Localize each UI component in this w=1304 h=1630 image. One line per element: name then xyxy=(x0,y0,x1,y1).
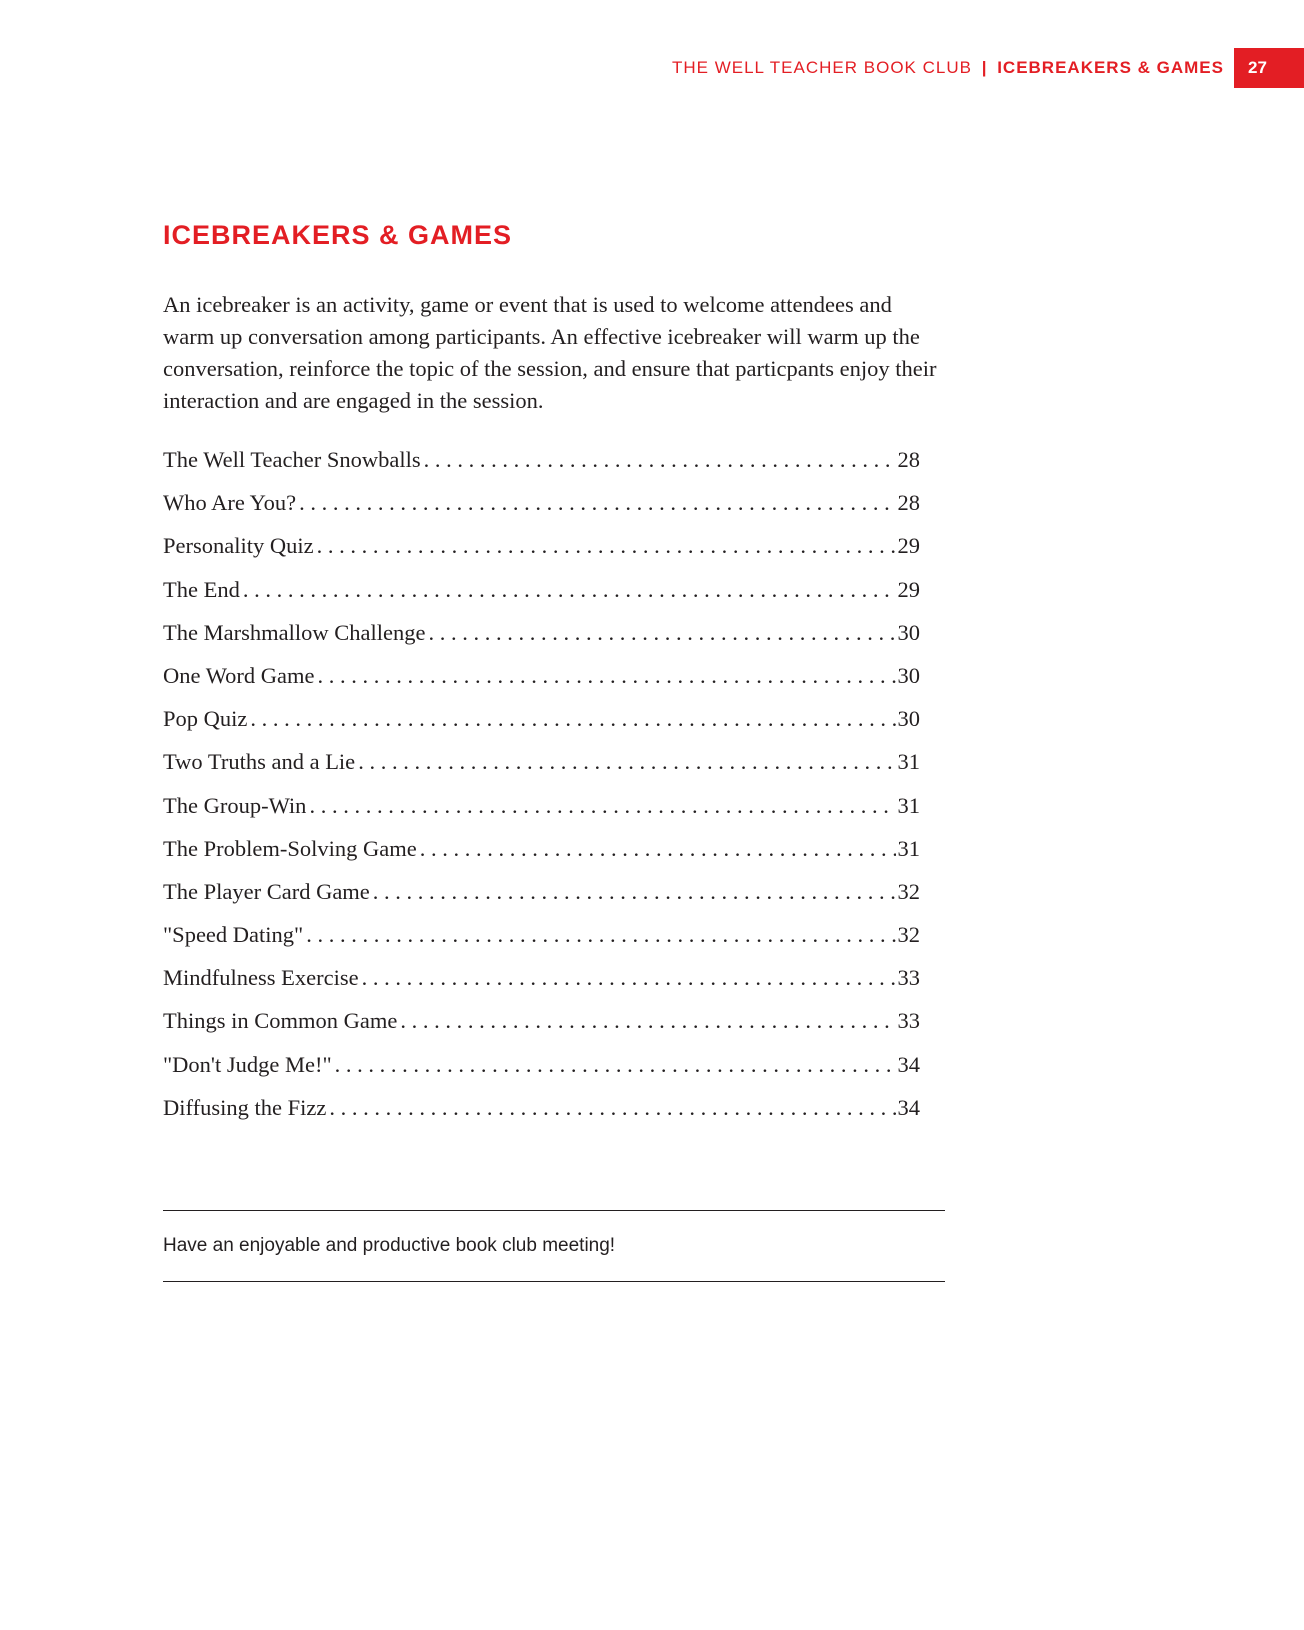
toc-entry[interactable] xyxy=(163,620,920,663)
toc-entry-label: Things in Common Game xyxy=(163,1008,398,1034)
toc-leader-dots xyxy=(306,922,895,948)
header-book-title: THE WELL TEACHER BOOK CLUB xyxy=(672,58,972,77)
toc-entry[interactable] xyxy=(163,749,920,792)
toc-leader-dots xyxy=(373,879,896,905)
toc-entry[interactable] xyxy=(163,1052,920,1095)
toc-leader-dots xyxy=(329,1095,895,1121)
toc-entry-label: Mindfulness Exercise xyxy=(163,965,359,991)
toc-entry[interactable] xyxy=(163,490,920,533)
toc-entry[interactable] xyxy=(163,965,920,1008)
page-title: ICEBREAKERS & GAMES xyxy=(163,220,513,250)
toc-entry-page: 34 xyxy=(897,1094,920,1120)
toc-entry-label: The End xyxy=(163,576,240,602)
toc-entry-page: 31 xyxy=(897,792,920,818)
toc-entry-page: 33 xyxy=(897,1008,920,1034)
toc-entry[interactable] xyxy=(163,879,920,922)
toc-entry-label: Pop Quiz xyxy=(163,706,248,732)
toc-entry[interactable] xyxy=(163,577,920,620)
toc-entry-label: "Don't Judge Me!" xyxy=(163,1051,332,1077)
toc-entry[interactable] xyxy=(163,793,920,836)
toc-entry-page: 31 xyxy=(897,835,920,861)
toc-entry-label: The Player Card Game xyxy=(163,878,370,904)
toc-leader-dots xyxy=(362,965,896,991)
toc-entry-label: The Group-Win xyxy=(163,792,307,818)
toc-leader-dots xyxy=(335,1052,896,1078)
toc-leader-dots xyxy=(400,1008,895,1034)
toc-leader-dots xyxy=(358,749,895,775)
toc-entry-label: "Speed Dating" xyxy=(163,922,304,948)
toc-entry[interactable] xyxy=(163,533,920,576)
intro-paragraph: An icebreaker is an activity, game or event that is used to welcome attendees and warm up conversation among participants. An effective icebreaker will warm up the conversation, reinforce the topic of the session, and ensure that particpants enjoy their interaction and are engaged in the session. xyxy=(163,292,937,413)
toc-entry-label: Who Are You? xyxy=(163,490,297,516)
page-number-badge: 27 xyxy=(1234,48,1304,88)
toc-entry-page: 29 xyxy=(897,533,920,559)
table-of-contents xyxy=(163,447,920,1138)
toc-entry-page: 32 xyxy=(897,922,920,948)
toc-entry[interactable] xyxy=(163,1008,920,1051)
toc-leader-dots xyxy=(428,620,895,646)
toc-entry-label: The Marshmallow Challenge xyxy=(163,619,426,645)
toc-entry-page: 30 xyxy=(897,662,920,688)
toc-entry[interactable] xyxy=(163,447,920,490)
toc-entry-label: Personality Quiz xyxy=(163,533,314,559)
main-content xyxy=(163,220,945,1138)
running-header xyxy=(672,48,1304,88)
toc-leader-dots xyxy=(309,793,895,819)
toc-entry[interactable] xyxy=(163,706,920,749)
toc-entry[interactable] xyxy=(163,836,920,879)
toc-leader-dots xyxy=(420,836,896,862)
toc-leader-dots xyxy=(243,577,896,603)
toc-entry-page: 32 xyxy=(897,878,920,904)
toc-entry-page: 33 xyxy=(897,965,920,991)
toc-entry[interactable] xyxy=(163,663,920,706)
toc-entry-label: The Well Teacher Snowballs xyxy=(163,447,421,472)
header-separator: | xyxy=(981,58,988,77)
toc-entry[interactable] xyxy=(163,1095,920,1138)
toc-entry-label: Diffusing the Fizz xyxy=(163,1094,327,1120)
toc-leader-dots xyxy=(317,663,895,689)
header-section: ICEBREAKERS & GAMES xyxy=(997,58,1224,77)
toc-entry-page: 30 xyxy=(897,619,920,645)
toc-entry-page: 30 xyxy=(897,706,920,732)
toc-leader-dots xyxy=(317,533,896,559)
closing-note xyxy=(163,1210,945,1282)
toc-leader-dots xyxy=(424,447,896,473)
toc-entry-label: Two Truths and a Lie xyxy=(163,749,356,775)
toc-entry-page: 29 xyxy=(897,576,920,602)
toc-entry-page: 28 xyxy=(897,490,920,516)
toc-entry-page: 28 xyxy=(897,447,920,472)
closing-message: Have an enjoyable and productive book club meeting! xyxy=(163,1235,616,1256)
toc-entry-page: 31 xyxy=(897,749,920,775)
toc-leader-dots xyxy=(299,490,895,516)
toc-leader-dots xyxy=(250,706,895,732)
toc-entry-page: 34 xyxy=(897,1051,920,1077)
toc-entry-label: The Problem-Solving Game xyxy=(163,835,417,861)
toc-entry-label: One Word Game xyxy=(163,662,315,688)
header-text xyxy=(672,58,1224,78)
toc-entry[interactable] xyxy=(163,922,920,965)
